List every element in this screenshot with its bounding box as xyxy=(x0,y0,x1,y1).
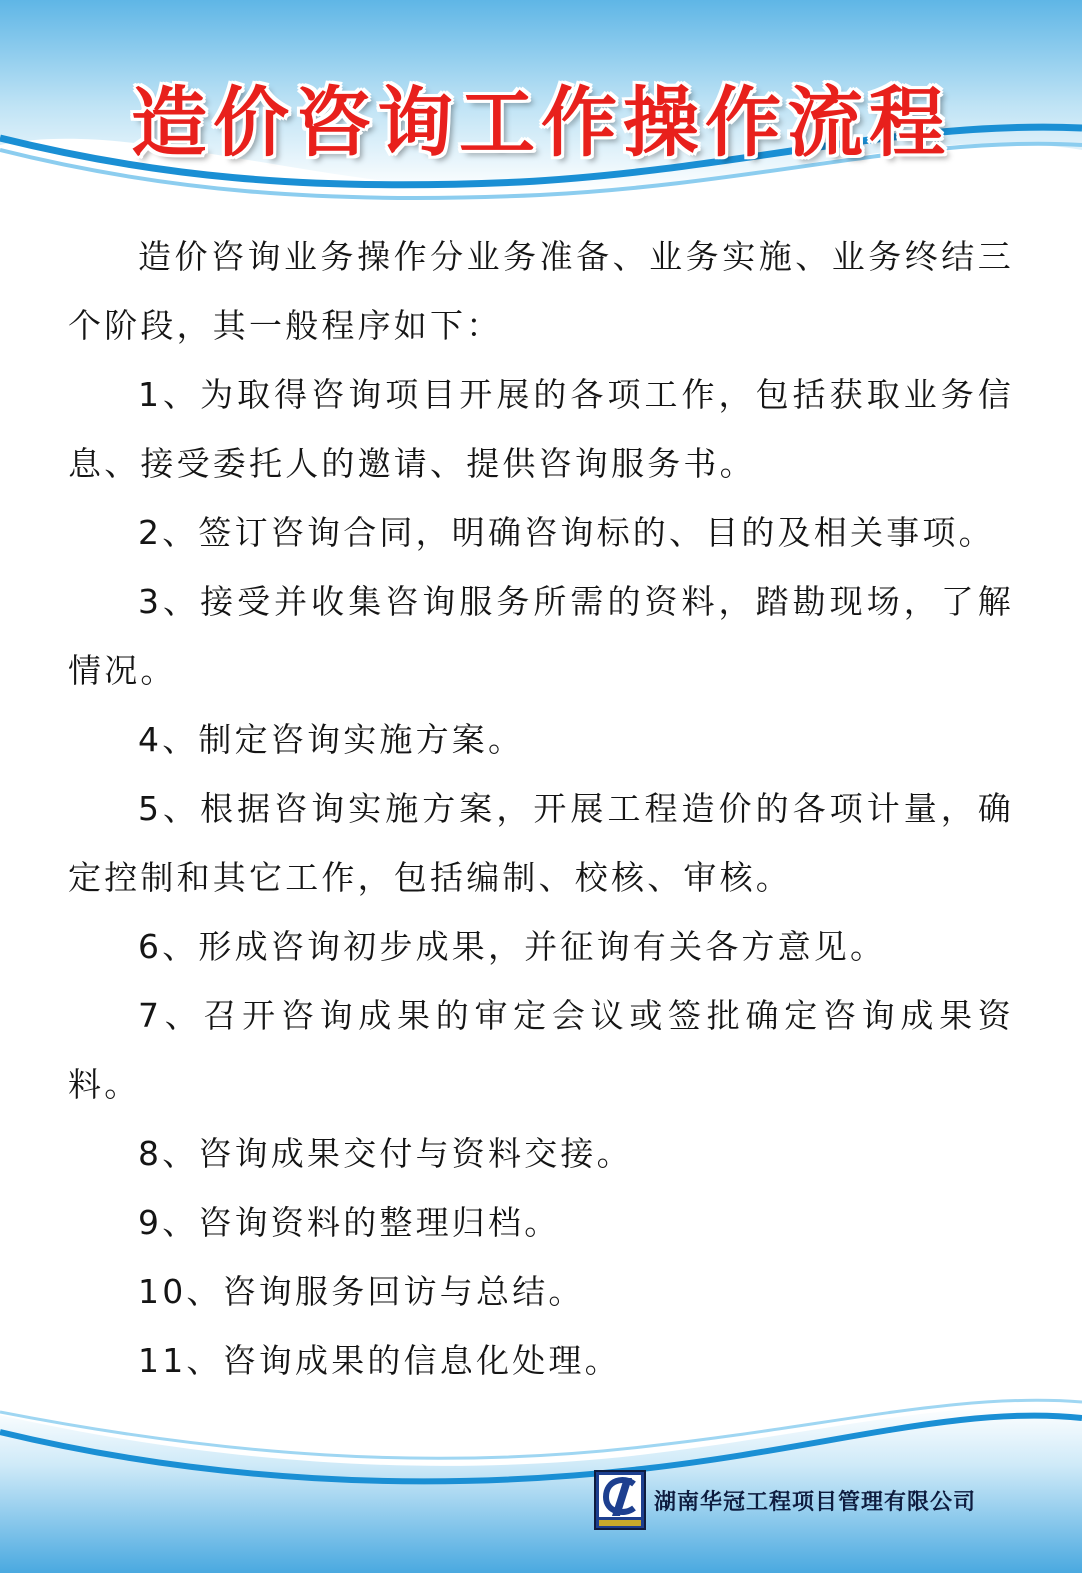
content-body xyxy=(68,222,1014,1395)
step-item: 10、咨询服务回访与总结。 xyxy=(138,1272,585,1311)
footer xyxy=(594,1468,976,1532)
step-item: 5、根据咨询实施方案，开展工程造价的各项计量，确定控制和其它工作，包括编制、校核、审核。 xyxy=(68,789,1014,897)
company-name: 湖南华冠工程项目管理有限公司 xyxy=(654,1489,977,1515)
step-item: 2、签订咨询合同，明确咨询标的、目的及相关事项。 xyxy=(138,513,995,552)
step-item: 3、接受并收集咨询服务所需的资料，踏勘现场，了解情况。 xyxy=(68,582,1014,690)
step-item: 8、咨询成果交付与资料交接。 xyxy=(138,1134,633,1173)
step-item: 1、为取得咨询项目开展的各项工作，包括获取业务信息、接受委托人的邀请、提供咨询服务书。 xyxy=(68,375,1014,483)
step-item: 4、制定咨询实施方案。 xyxy=(138,720,525,759)
step-item: 6、形成咨询初步成果，并征询有关各方意见。 xyxy=(138,927,887,966)
company-logo-icon xyxy=(594,1470,646,1530)
intro-paragraph: 造价咨询业务操作分业务准备、业务实施、业务终结三个阶段，其一般程序如下： xyxy=(68,237,1014,345)
step-item: 7、召开咨询成果的审定会议或签批确定咨询成果资料。 xyxy=(68,996,1014,1104)
page-title: 造价咨询工作操作流程 xyxy=(131,78,951,167)
step-item: 9、咨询资料的整理归档。 xyxy=(138,1203,561,1242)
step-item: 11、咨询成果的信息化处理。 xyxy=(138,1341,621,1380)
